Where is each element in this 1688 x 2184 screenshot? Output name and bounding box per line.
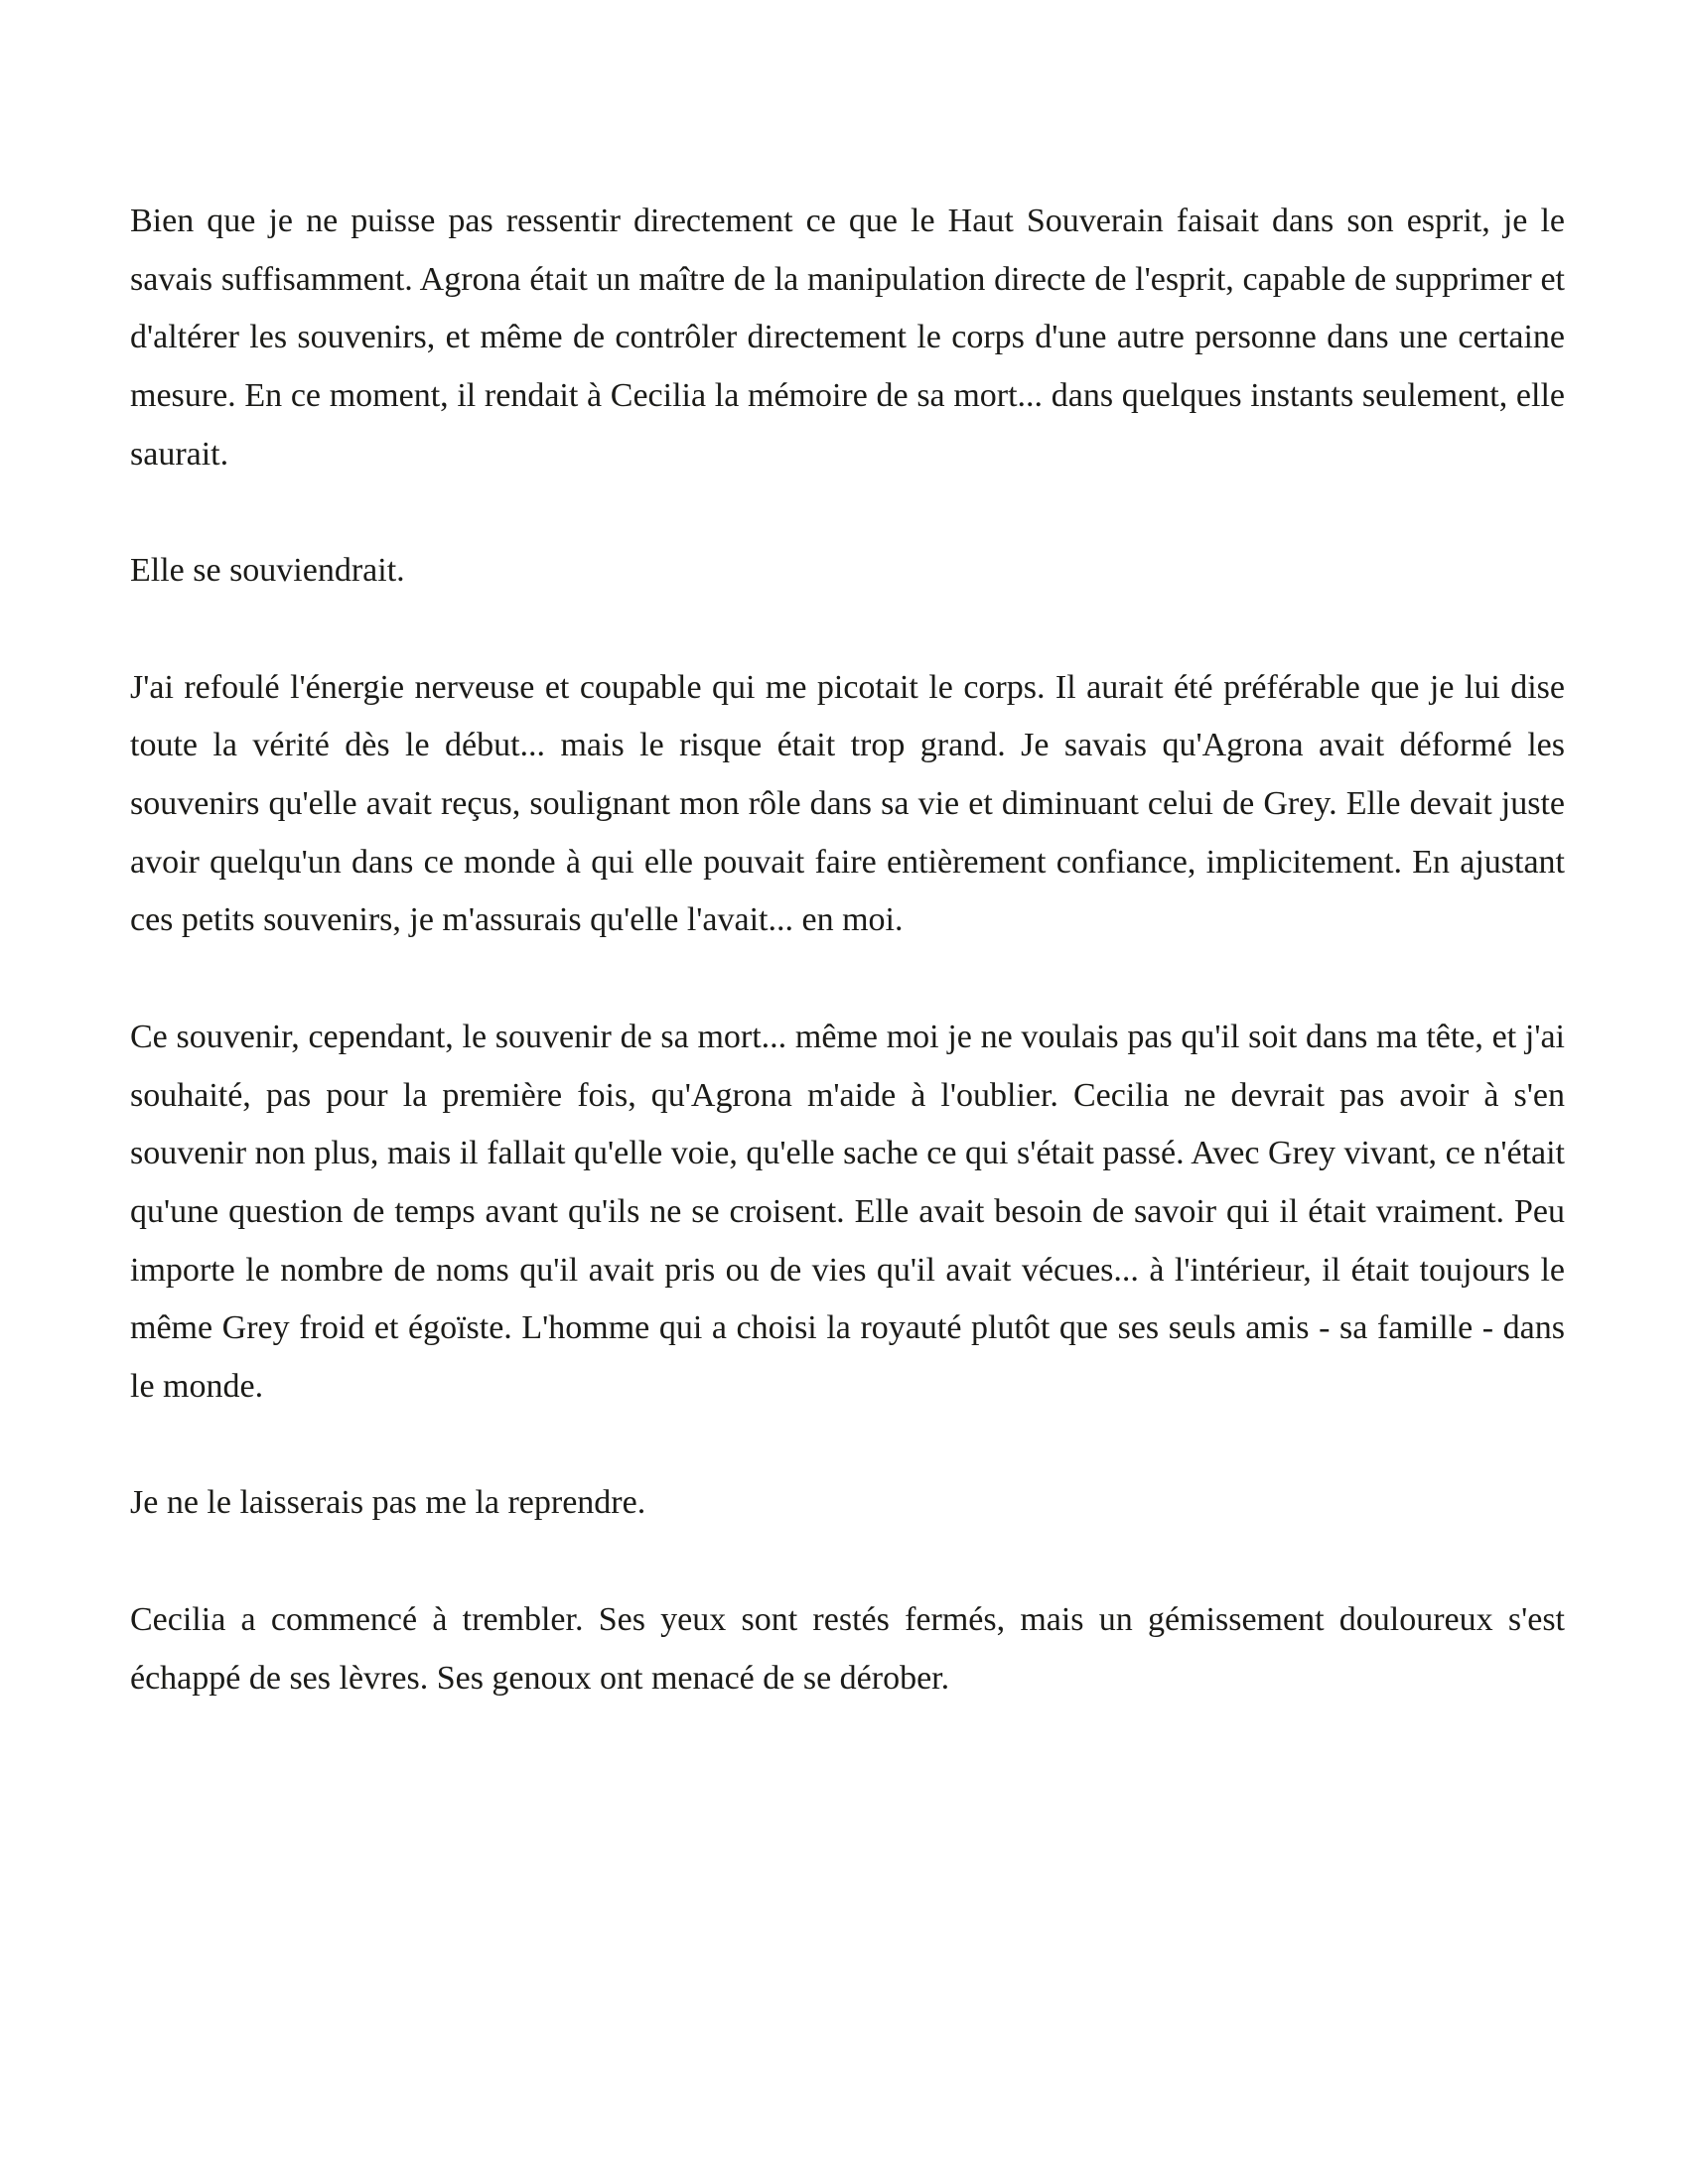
paragraph-6: Cecilia a commencé à trembler. Ses yeux sont restés fermés, mais un gémissement douloureux s'est échappé de ses lèvres. Ses genoux ont menacé de se dérober. [130,1600,1565,1697]
paragraph-2: Elle se souviendrait. [130,552,405,590]
paragraph-5: Je ne le laisserais pas me la reprendre. [130,1484,646,1522]
paragraph-1: Bien que je ne puisse pas ressentir directement ce que le Haut Souverain faisait dans son esprit, je le savais suffisamment. Agrona était un maître de la manipulation directe de l'esprit, capable de supprimer et d'altérer les souvenirs, et même de contrôler directement le corps d'une autre personne dans une certaine mesure. En ce moment, il rendait à Cecilia la mémoire de sa mort... dans quelques instants seulement, elle saurait. [130,203,1565,473]
paragraph-4: Ce souvenir, cependant, le souvenir de sa mort... même moi je ne voulais pas qu'il soit dans ma tête, et j'ai souhaité, pas pour la première fois, qu'Agrona m'aide à l'oublier. Cecilia ne devrait pas avoir à s'en souvenir non plus, mais il fallait qu'elle voie, qu'elle sache ce qui s'était passé. Avec Grey vivant, ce n'était qu'une question de temps avant qu'ils ne se croisent. Elle avait besoin de savoir qui il était vraiment. Peu importe le nombre de noms qu'il avait pris ou de vies qu'il avait vécues... à l'intérieur, il était toujours le même Grey froid et égoïste. L'homme qui a choisi la royauté plutôt que ses seuls amis - sa famille - dans le monde. [130,1018,1565,1406]
paragraph-3: J'ai refoulé l'énergie nerveuse et coupable qui me picotait le corps. Il aurait été préférable que je lui dise toute la vérité dès le début... mais le risque était trop grand. Je savais qu'Agrona avait déformé les souvenirs qu'elle avait reçus, soulignant mon rôle dans sa vie et diminuant celui de Grey. Elle devait juste avoir quelqu'un dans ce monde à qui elle pouvait faire entièrement confiance, implicitement. En ajustant ces petits souvenirs, je m'assurais qu'elle l'avait... en moi. [130,668,1565,939]
